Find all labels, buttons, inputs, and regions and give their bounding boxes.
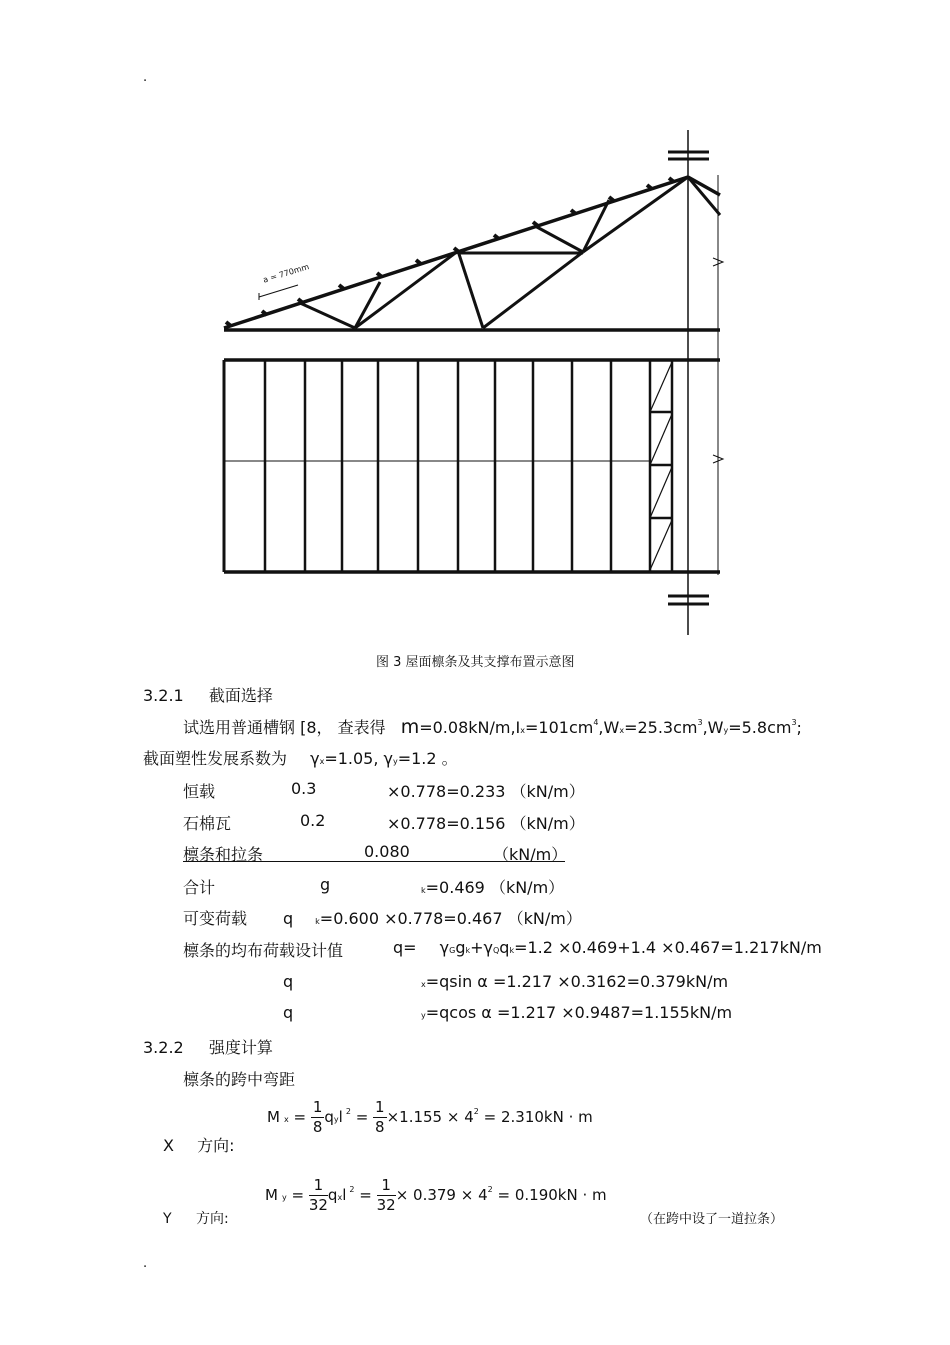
numerator: 1 bbox=[375, 1098, 385, 1116]
superscript: 2 bbox=[487, 1185, 493, 1194]
text: γ bbox=[439, 938, 450, 957]
value: ×0.778=0.233 （kN/m） bbox=[387, 782, 585, 801]
text: =0.08kN/m,I bbox=[419, 718, 521, 737]
text: =5.8cm bbox=[728, 718, 792, 737]
text: 方向: bbox=[196, 1211, 229, 1227]
label: 檩条的均布荷载设计值 bbox=[183, 941, 344, 960]
section-321-heading bbox=[143, 683, 273, 706]
text: q bbox=[283, 972, 294, 991]
value: （kN/m） bbox=[493, 845, 568, 864]
roof-purlin-figure bbox=[0, 0, 950, 650]
load-qy bbox=[283, 1003, 733, 1022]
label: 可变荷载 bbox=[183, 909, 248, 928]
formula bbox=[421, 972, 728, 991]
section-line-1 bbox=[183, 715, 802, 738]
text: M bbox=[265, 1186, 278, 1204]
subscript: k bbox=[315, 917, 320, 926]
formula bbox=[421, 1003, 732, 1022]
fraction bbox=[311, 1100, 325, 1135]
label: 石棉瓦 bbox=[183, 814, 232, 833]
text: = bbox=[355, 1108, 369, 1126]
superscript: 3 bbox=[697, 718, 703, 727]
text: =25.3cm bbox=[624, 718, 698, 737]
load-dead bbox=[183, 779, 583, 802]
text: = 2.310kN · m bbox=[483, 1108, 593, 1126]
text: l bbox=[338, 1108, 343, 1126]
value: 0.080 bbox=[364, 842, 410, 861]
mx-formula bbox=[267, 1100, 593, 1135]
load-asbestos bbox=[183, 811, 583, 834]
text: =0.469 （kN/m） bbox=[425, 878, 565, 897]
text: ,W bbox=[598, 718, 620, 737]
text: =101cm bbox=[525, 718, 594, 737]
numerator: 1 bbox=[309, 1178, 328, 1196]
heading-number: 3.2.1 bbox=[143, 686, 184, 705]
figure-caption: 图 3 屋面檩条及其支撑布置示意图 bbox=[376, 655, 575, 670]
value bbox=[421, 875, 564, 898]
text: × 0.379 × 4 bbox=[395, 1186, 488, 1204]
heading-text: 截面选择 bbox=[208, 686, 273, 705]
heading-text: 强度计算 bbox=[208, 1038, 273, 1057]
text: q bbox=[499, 938, 510, 957]
denominator: 8 bbox=[375, 1118, 385, 1136]
text: q= bbox=[393, 938, 417, 957]
superscript: 2 bbox=[473, 1107, 479, 1116]
text: l bbox=[342, 1186, 347, 1204]
subscript: y bbox=[392, 757, 398, 766]
superscript: 2 bbox=[349, 1185, 355, 1194]
load-purlin bbox=[183, 842, 568, 864]
subscript: y bbox=[281, 1193, 287, 1202]
text: ×1.155 × 4 bbox=[386, 1108, 474, 1126]
text: 截面塑性发展系数为 bbox=[143, 749, 288, 768]
denominator: 8 bbox=[312, 1118, 323, 1136]
load-qx bbox=[283, 972, 733, 991]
formula bbox=[393, 938, 822, 957]
section-line-2 bbox=[143, 746, 458, 769]
fraction bbox=[377, 1178, 396, 1213]
text: = bbox=[291, 1186, 305, 1204]
x-direction-label bbox=[163, 1133, 234, 1156]
text: Y bbox=[163, 1211, 172, 1227]
value: 0.2 bbox=[300, 811, 326, 830]
denominator: 32 bbox=[376, 1196, 396, 1214]
subscript: x bbox=[619, 726, 625, 735]
numerator: 1 bbox=[377, 1178, 396, 1196]
text: 方向: bbox=[197, 1136, 235, 1155]
fraction bbox=[309, 1178, 328, 1213]
text: g bbox=[455, 938, 466, 957]
text: ,W bbox=[702, 718, 724, 737]
value bbox=[283, 906, 582, 929]
text: γ bbox=[483, 938, 493, 957]
text: m bbox=[400, 716, 420, 738]
text: q bbox=[327, 1186, 338, 1204]
text: = bbox=[293, 1108, 307, 1126]
superscript: 2 bbox=[345, 1107, 351, 1116]
load-live bbox=[183, 906, 603, 929]
subscript: x bbox=[319, 757, 325, 766]
value: 0.3 bbox=[291, 779, 317, 798]
text: γ bbox=[310, 749, 320, 768]
value: g bbox=[320, 875, 331, 894]
my-formula bbox=[265, 1178, 607, 1213]
label: 恒载 bbox=[183, 782, 216, 801]
text: ; bbox=[796, 718, 802, 737]
page-dot-bottom: . bbox=[143, 1256, 148, 1271]
subscript: y bbox=[333, 1115, 339, 1124]
subscript: x bbox=[337, 1193, 343, 1202]
subscript: y bbox=[723, 726, 729, 735]
load-total bbox=[183, 875, 583, 898]
moment-subheading: 檩条的跨中弯距 bbox=[183, 1070, 296, 1089]
y-direction-label bbox=[163, 1208, 229, 1228]
denominator: 32 bbox=[308, 1196, 328, 1214]
subscript: k bbox=[465, 946, 471, 955]
subscript: x bbox=[520, 726, 525, 735]
text: =1.2 。 bbox=[397, 749, 458, 768]
text: =0.600 ×0.778=0.467 （kN/m） bbox=[319, 909, 582, 928]
load-design bbox=[183, 938, 823, 961]
tie-rod-note: （在跨中设了一道拉条） bbox=[640, 1212, 784, 1227]
label: 合计 bbox=[183, 878, 216, 897]
subscript: Q bbox=[493, 946, 500, 955]
label: 檩条和拉条 bbox=[183, 845, 264, 864]
subscript: y bbox=[421, 1011, 426, 1020]
section-322-heading bbox=[143, 1035, 273, 1058]
numerator: 1 bbox=[312, 1098, 323, 1116]
text: X bbox=[163, 1136, 174, 1155]
text: =1.05, γ bbox=[324, 749, 393, 768]
text: q bbox=[324, 1108, 334, 1126]
value: ×0.778=0.156 （kN/m） bbox=[387, 814, 585, 833]
subscript: k bbox=[421, 886, 426, 895]
fraction bbox=[373, 1100, 387, 1135]
page-dot-top: . bbox=[143, 70, 148, 85]
text: + bbox=[470, 938, 484, 957]
subscript: k bbox=[509, 946, 515, 955]
text: q bbox=[283, 1003, 294, 1022]
superscript: 3 bbox=[791, 718, 797, 727]
spacing-label: a = 770mm bbox=[262, 262, 311, 285]
text: q bbox=[283, 909, 294, 928]
text: =qsin α =1.217 ×0.3162=0.379kN/m bbox=[425, 972, 729, 991]
heading-number: 3.2.2 bbox=[143, 1038, 184, 1057]
subscript: G bbox=[449, 946, 456, 955]
superscript: 4 bbox=[593, 718, 599, 727]
text: = bbox=[359, 1186, 372, 1204]
text: 试选用普通槽钢 [8， 查表得 bbox=[183, 718, 386, 737]
text: M bbox=[267, 1108, 280, 1126]
subscript: x bbox=[283, 1115, 289, 1124]
subscript: x bbox=[421, 980, 426, 989]
text: = 0.190kN · m bbox=[497, 1186, 607, 1204]
text: =1.2 ×0.469+1.4 ×0.467=1.217kN/m bbox=[514, 938, 822, 957]
text: =qcos α =1.217 ×0.9487=1.155kN/m bbox=[425, 1003, 733, 1022]
